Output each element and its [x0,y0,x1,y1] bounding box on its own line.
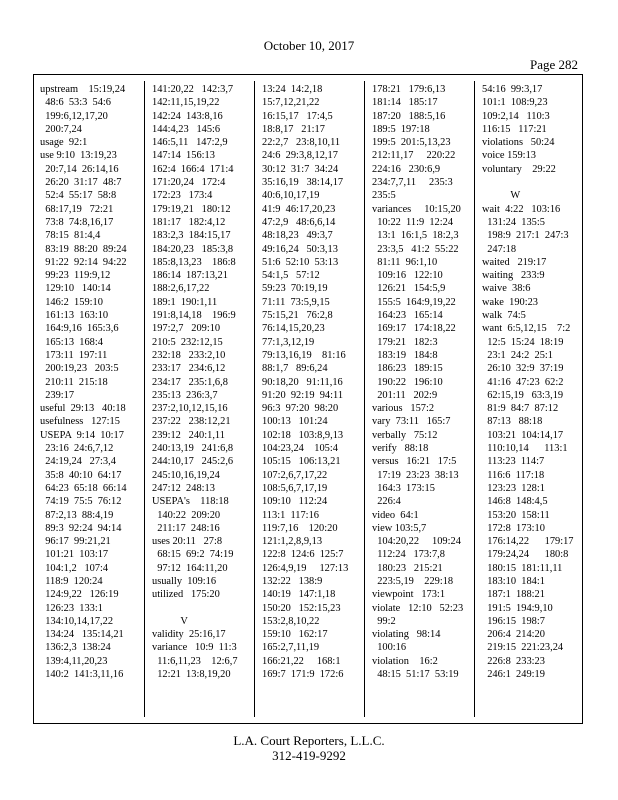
index-entry-line: 76:14,15,20,23 [262,323,325,335]
index-entry-line: 196:15 198:7 [482,615,545,627]
index-entry-line: view 103:5,7 [372,522,427,534]
index-entry-line: 79:13,16,19 81:16 [262,349,346,361]
index-entry-line: 91:22 92:14 94:22 [40,256,127,268]
index-entry-line: 35:16,19 38:14,17 [262,177,344,189]
index-entry-line: 17:19 23:23 38:13 [372,469,459,481]
index-entry-line: 134:10,14,17,22 [40,615,114,627]
index-entry-line: verbally 75:12 [372,429,438,441]
index-entry-line: 104:23,24 105:4 [262,443,338,455]
index-entry-line [152,602,250,615]
index-entry-line: 123:23 128:1 [482,482,545,494]
index-entry-line: 165:2,7,11,19 [262,642,320,654]
index-entry-line: 99:23 119:9,12 [40,270,111,282]
index-entry-line: 164:9,16 165:3,6 [40,323,119,335]
index-entry-line: 189:5 197:18 [372,123,430,135]
index-entry-line: 77:1,3,12,19 [262,336,315,348]
index-column-4 [366,83,470,719]
court-reporter-phone: 312-419-9292 [272,748,346,763]
index-entry-line: 10:22 11:9 12:24 [372,216,454,228]
index-entry-line: 116:6 117:18 [482,469,545,481]
index-entry-line: 26:20 31:17 48:7 [40,177,122,189]
index-entry-line: 142:24 143:8,16 [152,110,223,122]
index-entry-line: 181:17 182:4,12 [152,216,226,228]
index-entry-line: 64:23 65:18 66:14 [40,482,127,494]
index-entry-line: 172:8 173:10 [482,522,545,534]
index-entry-line: variance 10:9 11:3 [152,642,237,654]
index-entry-line: 48:18,23 49:3,7 [262,230,333,242]
index-entry-line: 223:5,19 229:18 [372,575,454,587]
index-entry-line: 89:3 92:24 94:14 [40,522,122,534]
index-entry-line: utilized 175:20 [152,589,220,601]
index-entry-line: 47:2,9 48:6,6,14 [262,216,336,228]
index-entry-line: variances 10:15,20 [372,203,461,215]
index-entry-line: various 157:2 [372,403,435,415]
index-entry-line: 244:10,17 245:2,6 [152,456,234,468]
index-entry-line: 16:15,17 17:4,5 [262,110,333,122]
index-entry-line: violating 98:14 [372,629,441,641]
index-entry-line: 20:7,14 26:14,16 [40,163,119,175]
index-entry-line: 103:21 104:14,17 [482,429,564,441]
index-entry-line: 176:14,22 179:17 [482,536,574,548]
index-entry-line: 200:7,24 [40,123,82,135]
index-entry-line: 41:16 47:23 62:2 [482,376,564,388]
index-entry-line: 104:20,22 109:24 [372,536,461,548]
index-entry-line: 146:8 148:4,5 [482,496,548,508]
index-entry-line: 180:23 215:21 [372,562,443,574]
index-entry-line: 164:3 173:15 [372,482,435,494]
index-entry-line: 210:5 232:12,15 [152,336,223,348]
index-entry-line: 62:15,19 63:3,19 [482,389,564,401]
index-entry-line: 235:5 [372,190,396,202]
index-entry-line: 88:1,7 89:6,24 [262,363,328,375]
index-entry-line: USEPA 9:14 10:17 [40,429,124,441]
index-entry-line: 35:8 40:10 64:17 [40,469,122,481]
index-entry-line: 186:23 189:15 [372,363,443,375]
index-entry-line: 172:23 173:4 [152,190,213,202]
index-entry-line: 246:1 249:19 [482,669,545,681]
index-entry-line: voluntary 29:22 [482,163,556,175]
index-entry-line: 124:9,22 126:19 [40,589,119,601]
index-entry-line: 247:12 248:13 [152,482,215,494]
index-entry-line: waiting 233:9 [482,270,545,282]
index-entry-line: 73:8 74:8,16,17 [40,216,114,228]
index-entry-line: 181:14 185:17 [372,97,438,109]
index-entry-line: 226:8 233:23 [482,655,545,667]
index-entry-line: 179:19,21 180:12 [152,203,231,215]
index-entry-line: 52:4 55:17 58:8 [40,190,117,202]
index-entry-line: 68:17,19 72:21 [40,203,114,215]
index-entry-line: use 9:10 13:19,23 [40,150,117,162]
court-reporter-company: L.A. Court Reporters, L.L.C. [233,733,385,748]
word-index-frame [33,74,583,724]
index-entry-line: 224:16 230:6,9 [372,163,441,175]
column-divider [364,81,365,717]
index-entry-line: 239:12 240:1,11 [152,429,225,441]
index-entry-line: 91:20 92:19 94:11 [262,389,344,401]
column-divider [254,81,255,717]
index-entry-line: 178:21 179:6,13 [372,84,446,95]
index-entry-line: 206:4 214:20 [482,629,545,641]
index-entry-line: validity 25:16,17 [152,629,226,641]
index-entry-line: 161:13 163:10 [40,310,109,322]
index-entry-line: 71:11 73:5,9,15 [262,296,330,308]
index-entry-line: walk 74:5 [482,310,526,322]
index-entry-line: 153:20 158:11 [482,509,550,521]
index-entry-line: 112:24 173:7,8 [372,549,445,561]
index-entry-line: upstream 15:19,24 [40,84,126,95]
index-entry-line: 99:2 [372,615,396,627]
index-entry-line: 15:7,12,21,22 [262,97,320,109]
index-entry-line: 41:9 46:17,20,23 [262,203,336,215]
index-entry-line: 234:17 235:1,6,8 [152,376,228,388]
index-entry-line: 226:4 [372,496,401,508]
index-entry-line: 239:17 [40,389,75,401]
index-entry-line: 74:19 75:5 76:12 [40,496,122,508]
index-entry-line: 199:6,12,17,20 [40,110,108,122]
index-entry-line: 179:21 182:3 [372,336,438,348]
index-entry-line: 232:18 233:2,10 [152,349,226,361]
index-entry-line: 51:6 52:10 53:13 [262,256,339,268]
index-entry-line: 87:2,13 88:4,19 [40,509,114,521]
index-entry-line: 104:1,2 107:4 [40,562,109,574]
index-entry-line: 237:2,10,12,15,16 [152,403,228,415]
index-entry-line: 48:15 51:17 53:19 [372,669,459,681]
index-entry-line: 96:3 97:20 98:20 [262,403,339,415]
index-entry-line: 235:13 236:3,7 [152,389,218,401]
index-entry-line: 101:1 108:9,23 [482,97,548,109]
index-entry-line: uses 20:11 27:8 [152,536,223,548]
index-entry-line: 97:12 164:11,20 [152,562,228,574]
index-entry-line: 187:20 188:5,16 [372,110,446,122]
index-entry-line: 131:24 135:5 [482,216,545,228]
index-entry-line: 150:20 152:15,23 [262,602,341,614]
index-entry-line: 146:2 159:10 [40,296,103,308]
index-entry-line: 54:16 99:3,17 [482,84,543,95]
index-entry-line: 109:10 112:24 [262,496,328,508]
index-column-5 [476,83,580,719]
index-entry-line: 13:1 16:1,5 18:2,3 [372,230,459,242]
index-column-1 [34,83,138,719]
index-entry-line: 87:13 88:18 [482,416,543,428]
index-entry-line: W [482,190,521,202]
index-entry-line: 212:11,17 220:22 [372,150,456,162]
index-entry-line: 173:11 197:11 [40,349,108,361]
index-entry-line: 140:2 141:3,11,16 [40,669,124,681]
index-entry-line: 134:24 135:14,21 [40,629,124,641]
index-entry-line: 11:6,11,23 12:6,7 [152,655,238,667]
index-entry-line [482,176,580,189]
index-entry-line: 116:15 117:21 [482,123,547,135]
index-entry-line: 219:15 221:23,24 [482,642,564,654]
index-entry-line: 108:5,6,7,17,19 [262,482,328,494]
index-entry-line: 126:4,9,19 127:13 [262,562,349,574]
index-entry-line: 164:23 165:14 [372,310,443,322]
index-entry-line: 187:1 188:21 [482,589,545,601]
index-entry-line: 142:11,15,19,22 [152,97,220,109]
index-entry-line: 169:7 171:9 172:6 [262,669,344,681]
index-entry-line: 147:14 156:13 [152,150,215,162]
index-entry-line: 68:15 69:2 74:19 [152,549,234,561]
index-entry-line: usefulness 127:15 [40,416,120,428]
index-entry-line: 110:10,14 113:1 [482,443,568,455]
index-entry-line: violate 12:10 52:23 [372,602,464,614]
index-entry-line: 107:2,6,7,17,22 [262,469,328,481]
column-divider [474,81,475,717]
index-entry-line: 184:20,23 185:3,8 [152,243,234,255]
index-entry-line: 100:16 [372,642,407,654]
index-entry-line: 179:24,24 180:8 [482,549,569,561]
index-entry-line: vary 73:11 165:7 [372,416,451,428]
index-entry-line: wake 190:23 [482,296,538,308]
index-entry-line: 18:8,17 21:17 [262,123,325,135]
index-entry-line: 211:17 248:16 [152,522,220,534]
index-entry-line: 118:9 120:24 [40,575,103,587]
index-entry-line: useful 29:13 40:18 [40,403,126,415]
index-entry-line: 122:8 124:6 125:7 [262,549,344,561]
index-entry-line: 83:19 88:20 89:24 [40,243,127,255]
index-entry-line: 165:13 168:4 [40,336,103,348]
index-entry-line: want 6:5,12,15 7:2 [482,323,571,335]
index-entry-line: 100:13 101:24 [262,416,328,428]
index-entry-line: 247:18 [482,243,517,255]
index-entry-line: 169:17 174:18,22 [372,323,456,335]
index-entry-line: 144:4,23 145:6 [152,123,221,135]
index-entry-line: 12:21 13:8,19,20 [152,669,231,681]
index-entry-line: 23:16 24:6,7,12 [40,443,114,455]
index-entry-line: 49:16,24 50:3,13 [262,243,338,255]
index-entry-line: 234:7,7,11 235:3 [372,177,453,189]
index-entry-line: 26:10 32:9 37:19 [482,363,564,375]
index-entry-line: 132:22 138:9 [262,575,323,587]
index-entry-line: usually 109:16 [152,575,217,587]
index-entry-line: 75:15,21 76:2,8 [262,310,333,322]
index-entry-line: wait 4:22 103:16 [482,203,561,215]
index-entry-line: 113:23 114:7 [482,456,545,468]
index-entry-line: 22:2,7 23:8,10,11 [262,137,341,149]
page-number: Page 282 [529,57,578,72]
index-entry-line: 12:5 15:24 18:19 [482,336,564,348]
index-entry-line: waited 219:17 [482,256,547,268]
index-column-2 [146,83,250,719]
index-entry-line: 136:2,3 138:24 [40,642,111,654]
index-entry-line: 200:19,23 203:5 [40,363,119,375]
index-entry-line: 190:22 196:10 [372,376,443,388]
index-entry-line: 139:4,11,20,23 [40,655,108,667]
index-entry-line: 199:5 201:5,13,23 [372,137,451,149]
index-entry-line: 105:15 106:13,21 [262,456,341,468]
index-entry-line: 102:18 103:8,9,13 [262,429,344,441]
index-entry-line: 140:22 209:20 [152,509,221,521]
index-entry-line: 189:1 190:1,11 [152,296,218,308]
index-entry-line: 109:2,14 110:3 [482,110,550,122]
index-entry-line: 183:2,3 184:15,17 [152,230,231,242]
index-entry-line: 183:19 184:8 [372,349,438,361]
index-entry-line: 186:14 187:13,21 [152,270,228,282]
index-entry-line: 210:11 215:18 [40,376,108,388]
index-entry-line: 101:21 103:17 [40,549,109,561]
index-entry-line: 245:10,16,19,24 [152,469,220,481]
index-entry-line: 188:2,6,17,22 [152,283,210,295]
index-entry-line: 155:5 164:9,19,22 [372,296,456,308]
index-entry-line: 113:1 117:16 [262,509,319,521]
index-entry-line: voice 159:13 [482,150,536,162]
index-entry-line: 24:19,24 27:3,4 [40,456,116,468]
index-entry-line: 140:19 147:1,18 [262,589,336,601]
index-entry-line: 78:15 81:4,4 [40,230,101,242]
index-entry-line: waive 38:6 [482,283,531,295]
index-entry-line: 13:24 14:2,18 [262,84,323,95]
index-entry-line: violations 50:24 [482,137,555,149]
index-entry-line: 153:2,8,10,22 [262,615,320,627]
index-entry-line: 121:1,2,8,9,13 [262,536,323,548]
index-entry-line: 198:9 217:1 247:3 [482,230,569,242]
index-entry-line: 54:1,5 57:12 [262,270,320,282]
index-entry-line: 23:1 24:2 25:1 [482,349,554,361]
index-entry-line: 146:5,11 147:2,9 [152,137,228,149]
index-entry-line: 119:7,16 120:20 [262,522,338,534]
index-entry-line: 40:6,10,17,19 [262,190,320,202]
index-entry-line: 129:10 140:14 [40,283,111,295]
index-entry-line: usage 92:1 [40,137,88,149]
index-entry-line: 24:6 29:3,8,12,17 [262,150,338,162]
index-entry-line: 185:8,13,23 186:8 [152,256,236,268]
index-entry-line: 201:11 202:9 [372,389,438,401]
index-entry-line: 96:17 99:21,21 [40,536,111,548]
index-entry-line: 166:21,22 168:1 [262,655,341,667]
index-entry-line: 48:6 53:3 54:6 [40,97,112,109]
index-entry-line: 109:16 122:10 [372,270,443,282]
index-entry-line: 233:17 234:6,12 [152,363,226,375]
index-entry-line: USEPA's 118:18 [152,496,229,508]
index-entry-line: 191:8,14,18 196:9 [152,310,236,322]
index-entry-line: 126:21 154:5,9 [372,283,446,295]
index-entry-line: 90:18,20 91:11,16 [262,376,343,388]
index-entry-line: versus 16:21 17:5 [372,456,457,468]
index-entry-line: verify 88:18 [372,443,429,455]
index-entry-line: 23:3,5 41:2 55:22 [372,243,459,255]
index-entry-line: 30:12 31:7 34:24 [262,163,339,175]
column-divider [144,81,145,717]
index-column-3 [256,83,360,719]
index-entry-line: 126:23 133:1 [40,602,103,614]
index-entry-line: 171:20,24 172:4 [152,177,226,189]
index-entry-line: 81:11 96:1,10 [372,256,438,268]
index-entry-line: 237:22 238:12,21 [152,416,231,428]
index-entry-line: viewpoint 173:1 [372,589,446,601]
index-entry-line: 240:13,19 241:6,8 [152,443,234,455]
hearing-date: October 10, 2017 [263,38,355,53]
index-entry-line: 180:15 181:11,11 [482,562,563,574]
index-entry-line: violation 16:2 [372,655,438,667]
index-entry-line: 59:23 70:19,19 [262,283,328,295]
index-entry-line: 191:5 194:9,10 [482,602,553,614]
index-entry-line: 159:10 162:17 [262,629,328,641]
index-entry-line: 162:4 166:4 171:4 [152,163,234,175]
index-entry-line: 197:2,7 209:10 [152,323,221,335]
index-entry-line: video 64:1 [372,509,419,521]
index-entry-line: V [152,615,188,627]
index-entry-line: 81:9 84:7 87:12 [482,403,559,415]
index-entry-line: 183:10 184:1 [482,575,545,587]
index-entry-line: 141:20,22 142:3,7 [152,84,234,95]
